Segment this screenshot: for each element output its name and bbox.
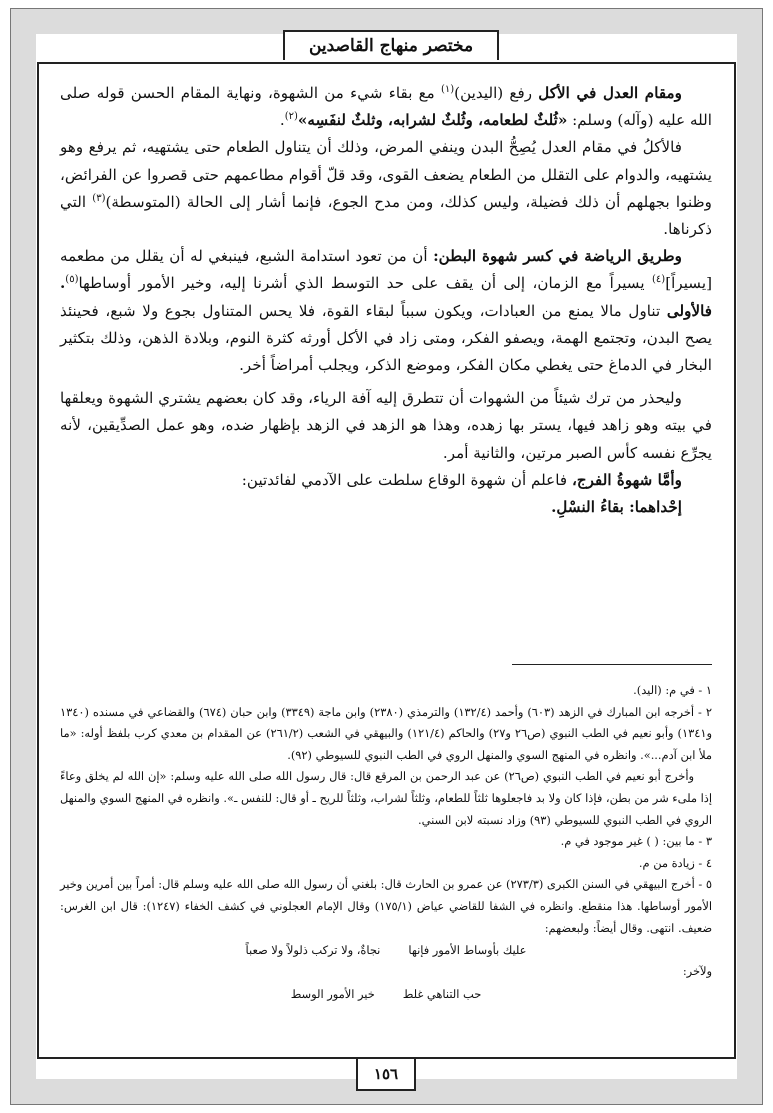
verse-1-hemistich-a: عليك بأوساط الأمور فإنها — [408, 943, 527, 958]
verse-2-hemistich-b: خير الأمور الوسط — [290, 986, 375, 1001]
p3-text-2: يسيراً مع الزمان، إلى أن يقف على حد التوسط الذي أشرنا إليه، وخير الأمور أوساطها — [78, 274, 652, 293]
verse-1-hemistich-b: نجاةٌ، ولا تركب ذلولاً ولا صعباً — [245, 943, 381, 958]
p4-text: وليحذر من ترك شيئاً من الشهوات أن تتطرق إليه آفة الرياء، وقد كان بعضهم يشتري الشهوة ويعلقها في بيته وهو زاهد فيها، يستر بها زهده، وهذا هو الزهد في الزهد بإظهار ضده، وهو عمل الصدِّيقين، لأنه يجرِّع نفسه كأس الصبر مرتين، والثانية أمر. — [60, 389, 712, 462]
p5-heading: وأمَّا شهوةُ الفرج، — [571, 470, 682, 489]
page-number-box — [356, 1059, 416, 1091]
p2-text-2: التي ذكرناها. — [60, 192, 712, 239]
footnote-3: ٣ - ما بين: ( ) غير موجود في م. — [560, 834, 712, 849]
page-number: ١٥٦ — [373, 1065, 399, 1083]
p3-text-3: تناول مالا يمنع من العبادات، ويكون سبباً لبقاء القوة، فلا يحس المتناول بجوع ولا شبع، فحينئذ يصح البدن، وتجتمع الهمة، ويصفو الفكر، ومتى زاد في الأكل أورثه كثرة النوم، وبلادة الذهن، وذلك بتكثير البخار في الدماغ حتى يغطي مكان الفكر، وموضع الذكر، ويجلب أمراضاً أخر. — [60, 301, 712, 375]
p6-heading: إحْداهما: بقاءُ النسْلِ. — [551, 498, 682, 517]
footnote-1: ١ - في م: (اليد). — [633, 683, 712, 697]
verse-2-hemistich-a: حب التناهي غلط — [402, 986, 482, 1001]
footnote-2: ٢ - أخرجه ابن المبارك في الزهد (٦٠٣) وأحمد (١٣٢/٤) والترمذي (٢٣٨٠) وابن ماجة (٣٣٤٩) وابن حبان (٦٧٤) والقضاعي في مسنده (١٣٤٠ و١٣٤١) وأبو نعيم في الطب النبوي (ص٢٦ و٢٧) والحاكم (١٢١/٤) والبيهقي في الشعب (٢٦١/٢) عن المقدام بن معدي كرب بلفظ أوله: «ما ملأ ابن آدم...». وانظره في المنهج السوي والمنهل الروي في الطب النبوي للسيوطي (٩٢). — [60, 704, 713, 762]
footnote-2-continued: وأخرج أبو نعيم في الطب النبوي (ص٢٦) عن عبد الرحمن بن المرقع قال: قال رسول الله صلى الله عليه وسلم: «إن الله لم يخلق وعاءً إذا ملىء شر من بطن، فإذا كان ولا بد فاجعلوها ثلثاً للطعام، وثلثاً لشراب، وثلثاً للريح ـ أو قال: للنفس ـ». وانظره في المنهج السوي والمنهل الروي في الطب النبوي للسيوطي (٩٣) وزاد نسبته لابن السني. — [60, 769, 712, 827]
footnotes — [60, 680, 712, 1005]
p5-text: فاعلم أن شهوة الوقاع سلطت على الآدمي لفائدتين: — [241, 470, 572, 489]
main-text — [60, 80, 712, 521]
verse-2 — [60, 983, 712, 1005]
paragraph-2 — [60, 134, 712, 243]
p3-bold-2: . فالأولى — [60, 274, 712, 320]
p1-heading: ومقام العدل في الأكل — [538, 84, 682, 102]
paragraph-6 — [60, 494, 712, 521]
p1-text: رفع (اليدين) — [454, 84, 539, 102]
footnote-ref-1[interactable]: (١) — [440, 83, 455, 95]
p3-text: أن من تعود استدامة الشبع، فينبغي له أن يقلل من مطعمه [يسيراً] — [60, 247, 712, 293]
footnote-ref-2[interactable]: (٢) — [284, 111, 298, 123]
footnote-separator — [512, 664, 712, 665]
paragraph-5 — [60, 467, 712, 494]
paragraph-3 — [60, 243, 712, 379]
paragraph-1: ومقام العدل في الأكل رفع (اليدين)$^{(١)}$ مع بقاء شيء من الشهوة، ونهاية المقام الحسن قوله صلى الله عليه (وآله) وسلم: «ثُلثٌ لطعامه، وثُلثٌ لشرابه، وثلثٌ لنفَسِه»$^{(٢)}$. — [60, 83, 712, 130]
verse-1 — [60, 939, 712, 961]
footnote-other-label: ولآخر: — [682, 964, 712, 979]
running-header — [283, 30, 499, 60]
footnote-4: ٤ - زيادة من م. — [638, 855, 712, 870]
footnote-5: ٥ - أخرج البيهقي في السنن الكبرى (٢٧٣/٣) عن عمرو بن الحارث قال: بلغني أن رسول الله صلى الله عليه وسلم قال: أمراً بين أمرين وخير الأمور أوساطها. هذا منقطع. وانظره في الشفا للقاضي عياض (١٧٥/١) وقال الإمام العجلوني في كشف الخفاء (١٢٤٧): قال ابن الغرس: ضعيف. انتهى. وقال أيضاً: ولبعضهم: — [60, 877, 713, 935]
hadith-quote: «ثُلثٌ لطعامه، وثُلثٌ لشرابه، وثلثٌ لنفَسِه» — [297, 111, 568, 130]
footnote-ref-3[interactable]: (٣) — [92, 192, 106, 204]
book-title: مختصر منهاج القاصدين — [308, 36, 474, 56]
footnote-ref-4[interactable]: (٤) — [652, 274, 666, 286]
p3-heading: وطريق الرياضة في كسر شهوة البطن: — [433, 247, 682, 266]
p2-text: فالأكلُ في مقام العدل يُصِحُّ البدن وينفي المرض، وذلك أن يتناول الطعام حتى يشتهيه، ثم يرفع وهو يشتهيه، والدوام على التقلل من الطعام يضعف القوى، وقد قلّ أقوام مطاعمهم حتى قصروا عن الفرائض، وظنوا بجهلهم أن ذلك فضيلة، وليس كذلك، ومن مدح الجوع، فإنما أشار إلى الحالة (المتوسطة) — [60, 138, 712, 211]
footnote-ref-5[interactable]: (٥) — [65, 274, 79, 286]
p1-text-2: مع بقاء شيء من الشهوة، ونهاية المقام الحسن قوله صلى الله عليه (وآله) وسلم: — [60, 84, 712, 130]
paragraph-4 — [60, 385, 712, 467]
